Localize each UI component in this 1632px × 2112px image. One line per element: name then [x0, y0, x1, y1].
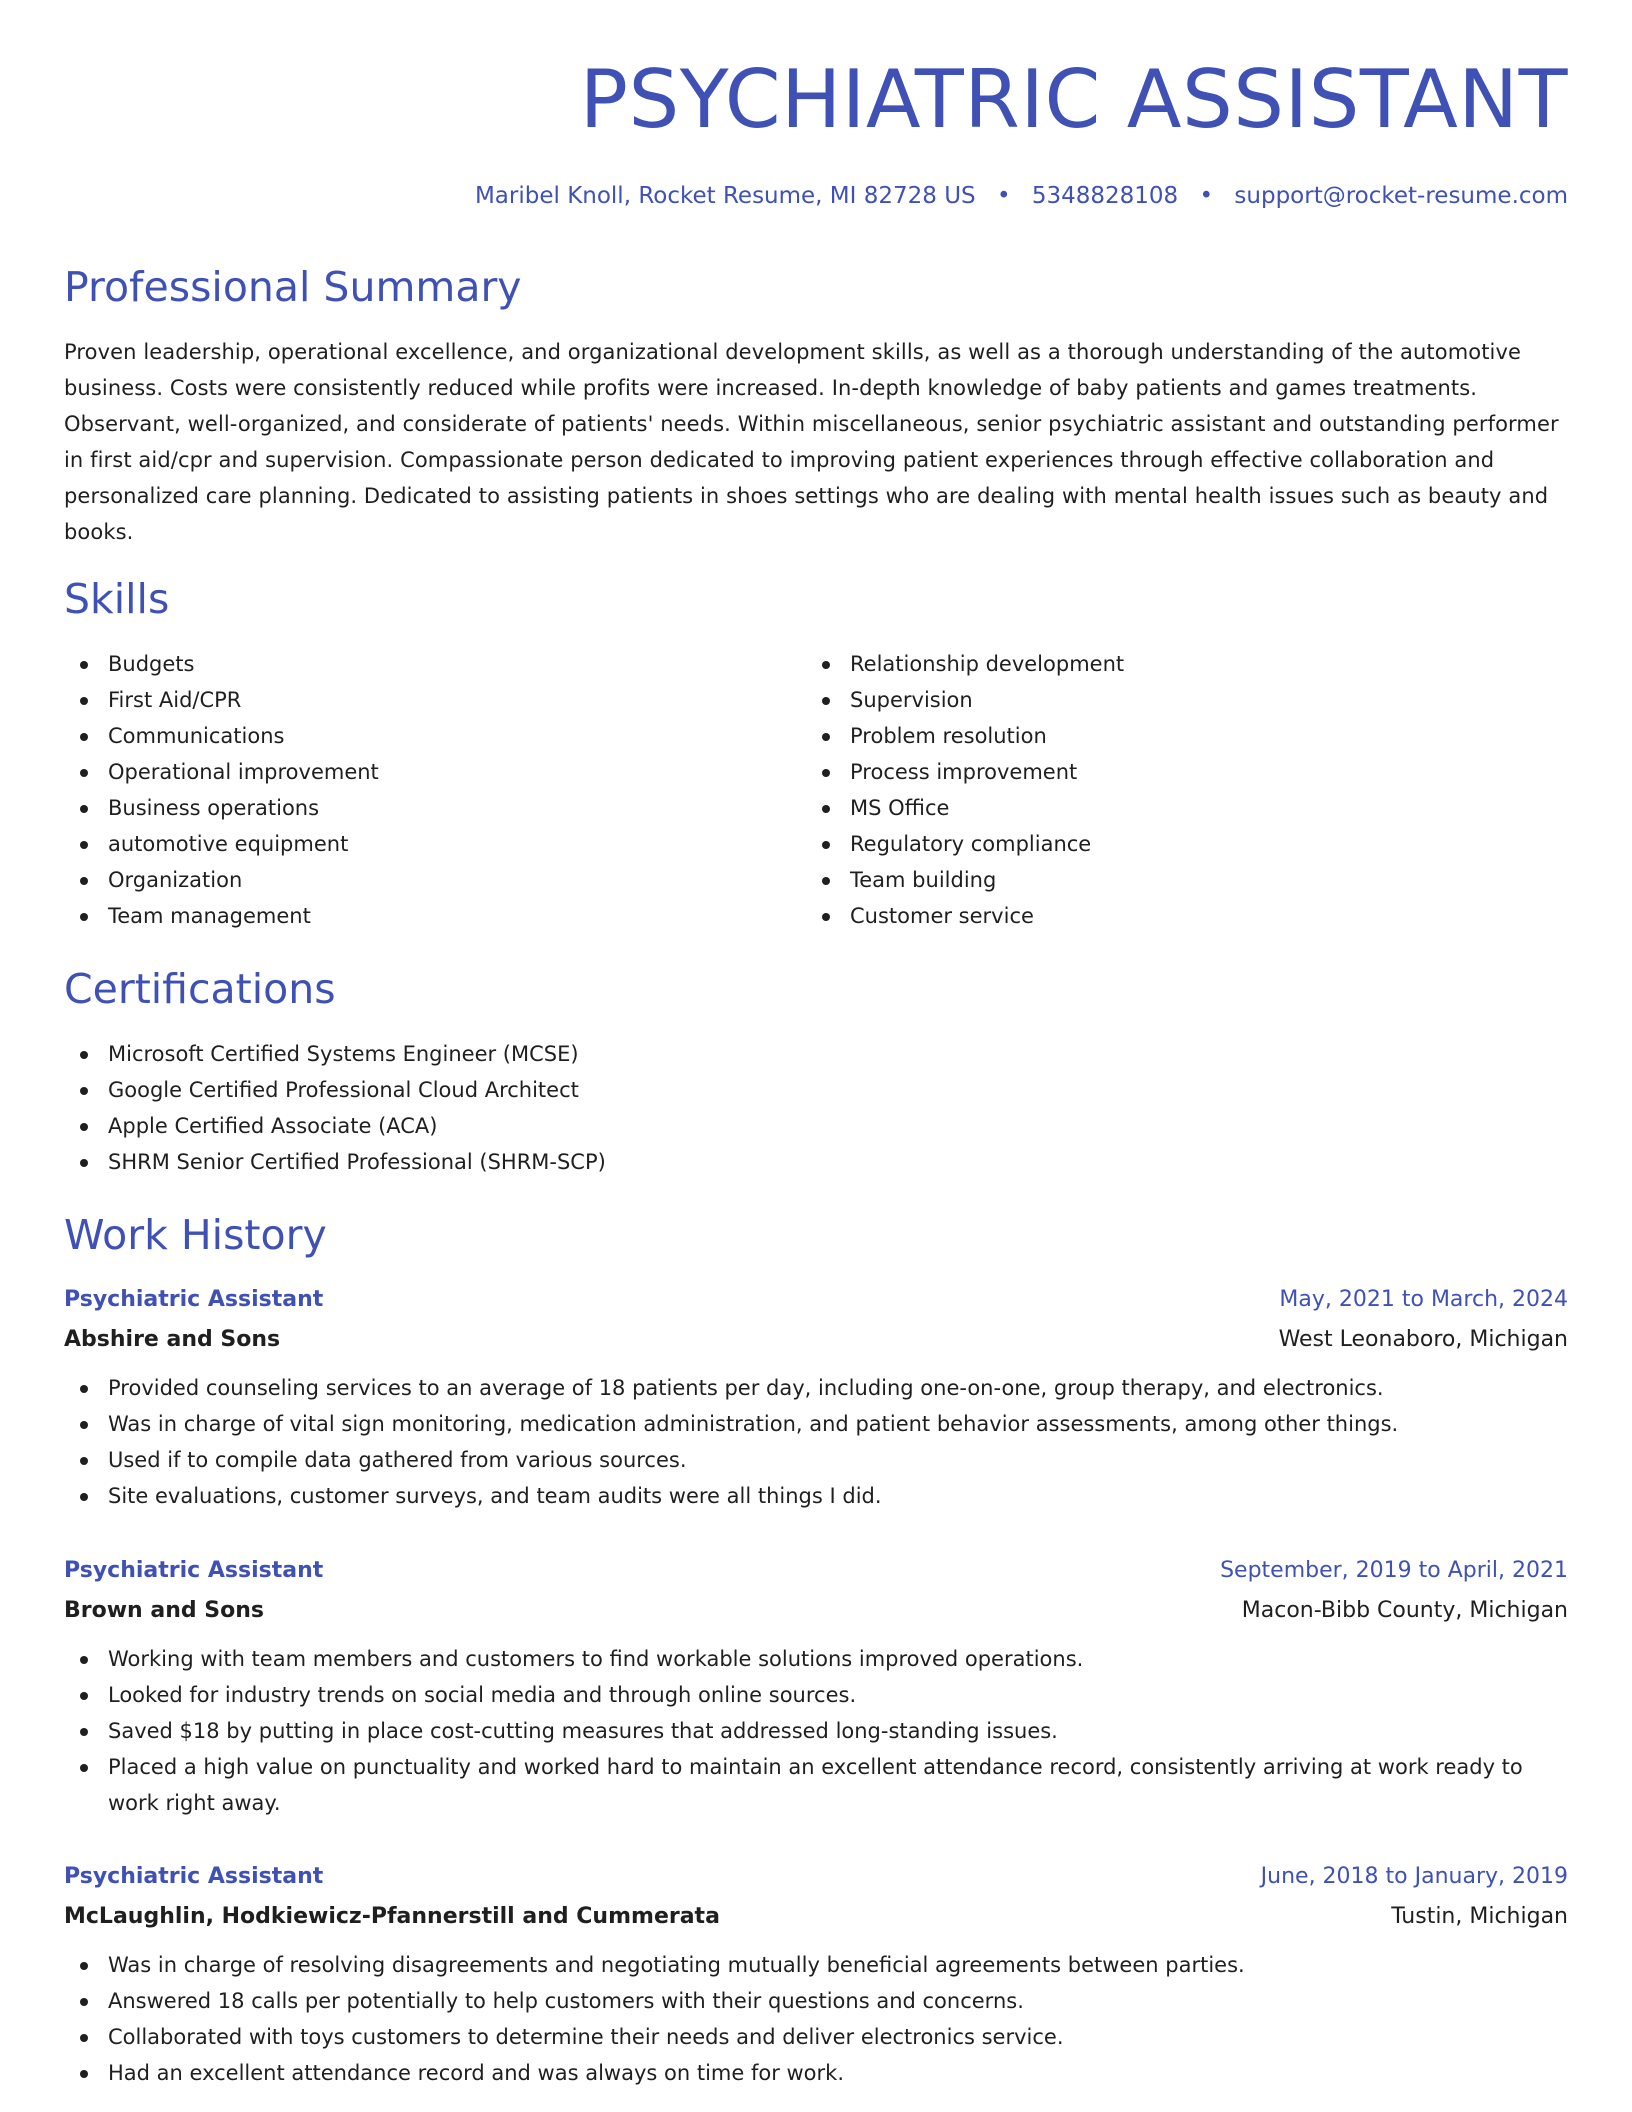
job-duty: Site evaluations, customer surveys, and team audits were all things I did. — [64, 1478, 1568, 1514]
job-company: Abshire and Sons — [64, 1327, 281, 1352]
job-duty: Used if to compile data gathered from various sources. — [64, 1442, 1568, 1478]
skill-item: Supervision — [806, 682, 1506, 718]
resume-title: PSYCHIATRIC ASSISTANT — [579, 53, 1568, 146]
job-entry — [64, 1280, 1568, 1514]
certification-item: Apple Certified Associate (ACA) — [64, 1108, 1568, 1144]
job-entry — [64, 1551, 1568, 1821]
job-location: Tustin, Michigan — [1391, 1904, 1568, 1929]
skill-item: automotive equipment — [64, 826, 764, 862]
contact-line — [475, 180, 1568, 212]
job-duty: Looked for industry trends on social media and through online sources. — [64, 1677, 1568, 1713]
contact-separator: • — [996, 183, 1011, 209]
job-duty: Working with team members and customers to find workable solutions improved operations. — [64, 1641, 1568, 1677]
job-dates: May, 2021 to March, 2024 — [1279, 1287, 1568, 1312]
skill-item: Team building — [806, 862, 1506, 898]
job-title: Psychiatric Assistant — [64, 1558, 324, 1583]
job-duty: Had an excellent attendance record and was always on time for work. — [64, 2055, 1568, 2091]
skill-item: Organization — [64, 862, 764, 898]
job-company: Brown and Sons — [64, 1598, 265, 1623]
skill-item: Team management — [64, 898, 764, 934]
contact-email: support@rocket-resume.com — [1234, 183, 1568, 209]
contact-phone: 5348828108 — [1031, 183, 1179, 209]
job-location: Macon-Bibb County, Michigan — [1241, 1598, 1568, 1623]
job-location: West Leonaboro, Michigan — [1278, 1327, 1568, 1352]
job-duty: Provided counseling services to an average of 18 patients per day, including one-on-one, group therapy, and electronics. — [64, 1370, 1568, 1406]
skill-item: Operational improvement — [64, 754, 764, 790]
certification-item: Google Certified Professional Cloud Architect — [64, 1072, 1568, 1108]
job-title: Psychiatric Assistant — [64, 1864, 324, 1889]
job-duty: Answered 18 calls per potentially to help customers with their questions and concerns. — [64, 1983, 1568, 2019]
contact-separator: • — [1199, 183, 1214, 209]
job-duties — [64, 1947, 1568, 2091]
skills-list-left — [64, 646, 764, 934]
certifications-list — [64, 1036, 1568, 1180]
skill-item: First Aid/CPR — [64, 682, 764, 718]
job-duty: Was in charge of vital sign monitoring, medication administration, and patient behavior assessments, among other things. — [64, 1406, 1568, 1442]
skill-item: Communications — [64, 718, 764, 754]
skills-list-right — [806, 646, 1506, 934]
contact-address: Maribel Knoll, Rocket Resume, MI 82728 US — [474, 183, 976, 209]
certification-item: SHRM Senior Certified Professional (SHRM-SCP) — [64, 1144, 1568, 1180]
skill-item: Regulatory compliance — [806, 826, 1506, 862]
skill-item: Problem resolution — [806, 718, 1506, 754]
job-duty: Placed a high value on punctuality and worked hard to maintain an excellent attendance record, consistently arriving at work ready to work right away. — [64, 1749, 1568, 1821]
skill-item: MS Office — [806, 790, 1506, 826]
job-title: Psychiatric Assistant — [64, 1287, 324, 1312]
skills-heading: Skills — [64, 575, 170, 623]
skill-item: Process improvement — [806, 754, 1506, 790]
job-duty: Collaborated with toys customers to determine their needs and deliver electronics service. — [64, 2019, 1568, 2055]
job-dates: September, 2019 to April, 2021 — [1220, 1558, 1568, 1583]
summary-text: Proven leadership, operational excellence, and organizational development skills, as well as a thorough understanding of the automotive business. Costs were consistently reduced while profits were increased. In-depth knowledge of baby patients and games treatments. Observant, well-organized, and considerate of patients' needs. Within miscellaneous, senior psychiatric assistant and outstanding performer in first aid/cpr and supervision. Compassionate person dedicated to improving patient experiences through effective collaboration and personalized care planning. Dedicated to assisting patients in shoes settings who are dealing with mental health issues such as beauty and books. — [64, 340, 1559, 544]
job-duty: Was in charge of resolving disagreements and negotiating mutually beneficial agreements between parties. — [64, 1947, 1568, 1983]
summary-heading: Professional Summary — [64, 263, 522, 311]
job-duties — [64, 1370, 1568, 1514]
skill-item: Budgets — [64, 646, 764, 682]
job-dates: June, 2018 to January, 2019 — [1260, 1864, 1568, 1889]
skill-item: Customer service — [806, 898, 1506, 934]
job-duty: Saved $18 by putting in place cost-cutting measures that addressed long-standing issues. — [64, 1713, 1568, 1749]
skill-item: Business operations — [64, 790, 764, 826]
certification-item: Microsoft Certified Systems Engineer (MCSE) — [64, 1036, 1568, 1072]
job-entry — [64, 1857, 1568, 2091]
work-history-heading: Work History — [64, 1211, 327, 1259]
job-company: McLaughlin, Hodkiewicz-Pfannerstill and Cummerata — [64, 1904, 720, 1929]
skill-item: Relationship development — [806, 646, 1506, 682]
job-duties — [64, 1641, 1568, 1821]
certifications-heading: Certifications — [64, 965, 336, 1013]
